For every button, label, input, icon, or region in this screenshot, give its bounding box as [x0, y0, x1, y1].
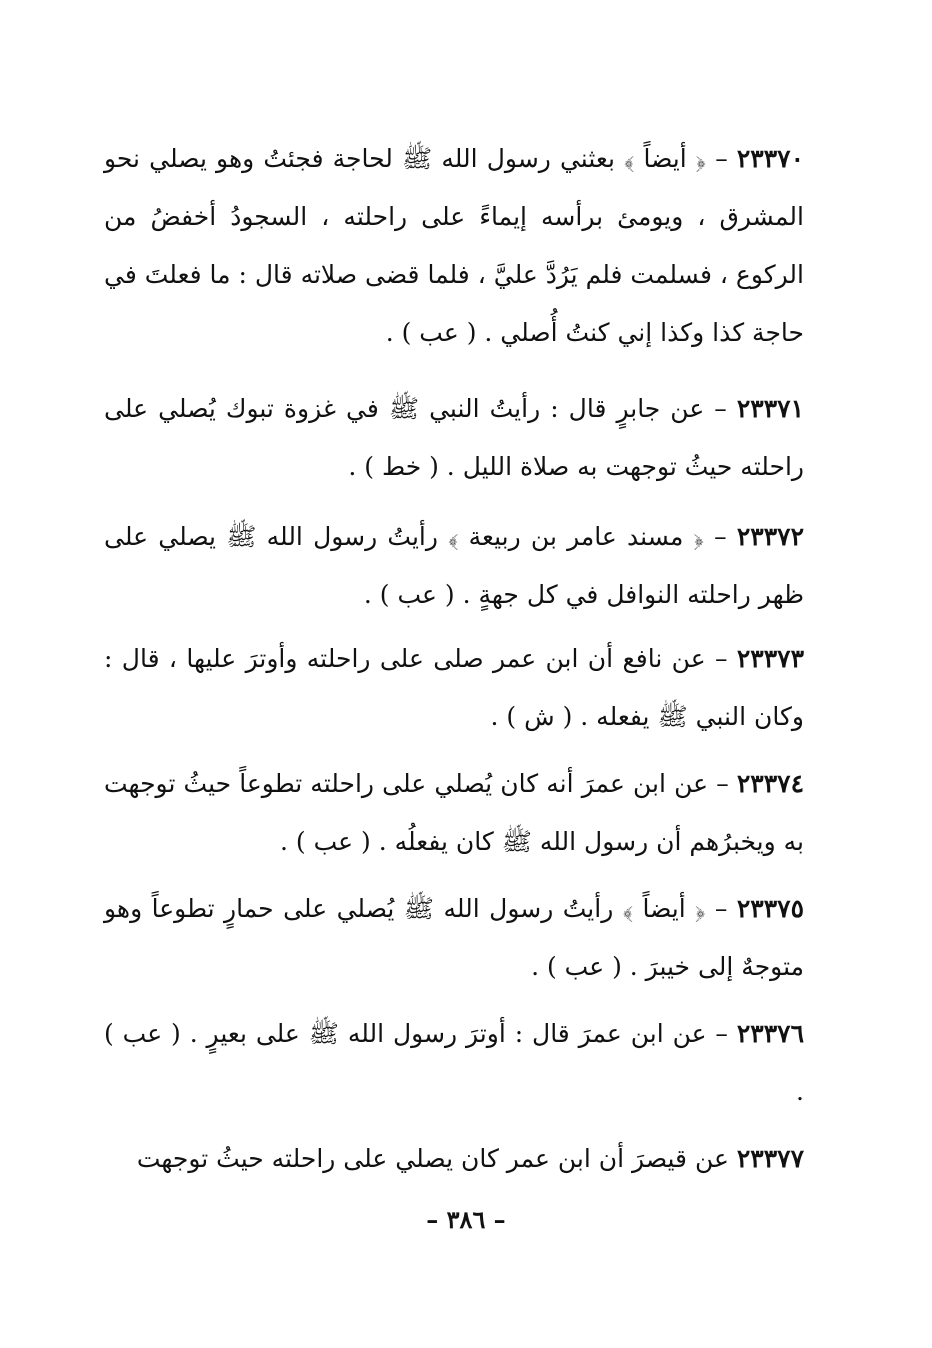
hadith-number: ٢٣٣٧١: [736, 394, 804, 423]
hadith-text: عن قيصرَ أن ابن عمر كان يصلي على راحلته حيثُ توجهت: [136, 1144, 729, 1173]
hadith-number: ٢٣٣٧٠: [736, 144, 804, 173]
hadith-entry: [104, 1130, 804, 1188]
hadith-text: – عن ابن عمرَ قال : أوترَ رسول الله ﷺ على بعيرٍ . ( عب ) .: [104, 1019, 804, 1106]
hadith-number: ٢٣٣٧٣: [736, 644, 804, 673]
hadith-entry: [104, 130, 804, 362]
hadith-text: – ﴿ أيضاً ﴾ بعثني رسول الله ﷺ لحاجة فجئتُ وهو يصلي نحو المشرق ، ويومئ برأسه إيماءً على راحلته ، السجودُ أخفضُ من الركوع ، فسلمت فلم يَرُدَّ عليَّ ، فلما قضى صلاته قال : ما فعلتَ في حاجة كذا وكذا إني كنتُ أُصلي . ( عب ) .: [104, 144, 804, 347]
hadith-entry: [104, 380, 804, 496]
hadith-number: ٢٣٣٧٦: [736, 1019, 804, 1048]
hadith-number: ٢٣٣٧٥: [736, 894, 804, 923]
hadith-number: ٢٣٣٧٤: [736, 769, 804, 798]
hadith-entry: [104, 880, 804, 996]
hadith-number: ٢٣٣٧٢: [736, 522, 804, 551]
page-number: – ٣٨٦ –: [426, 1205, 506, 1234]
hadith-number: ٢٣٣٧٧: [736, 1144, 804, 1173]
hadith-text: – ﴿ مسند عامر بن ربيعة ﴾ رأيتُ رسول الله ﷺ يصلي على ظهر راحلته النوافل في كل جهةٍ . ( عب ) .: [104, 522, 804, 609]
hadith-entry: [104, 1005, 804, 1121]
hadith-entry: [104, 755, 804, 871]
hadith-entry: [104, 508, 804, 624]
hadith-text: – عن ابن عمرَ أنه كان يُصلي على راحلته تطوعاً حيثُ توجهت به ويخبرُهم أن رسول الله ﷺ كان يفعلُه . ( عب ) .: [104, 769, 804, 856]
hadith-text: – عن جابرٍ قال : رأيتُ النبي ﷺ في غزوة تبوك يُصلي على راحلته حيثُ توجهت به صلاة الليل . ( خط ) .: [104, 394, 804, 481]
hadith-text: – ﴿ أيضاً ﴾ رأيتُ رسول الله ﷺ يُصلي على حمارٍ تطوعاً وهو متوجهٌ إلى خيبرَ . ( عب ) .: [104, 894, 804, 981]
hadith-entry: [104, 630, 804, 746]
hadith-text: – عن نافع أن ابن عمر صلى على راحلته وأوترَ عليها ، قال : وكان النبي ﷺ يفعله . ( ش ) .: [104, 644, 804, 731]
